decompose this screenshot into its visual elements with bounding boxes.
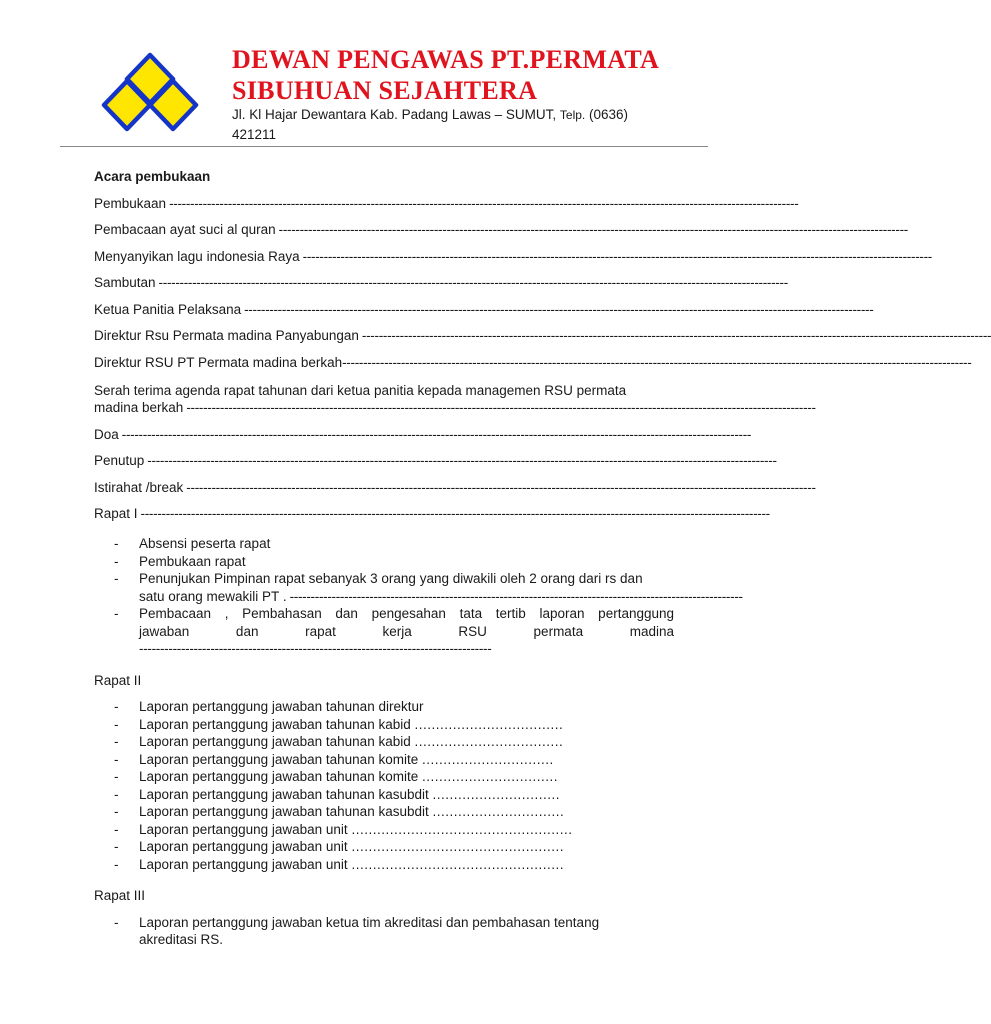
opening-heading: Acara pembukaan	[94, 169, 211, 184]
document-body	[94, 168, 991, 949]
company-logo	[98, 50, 210, 140]
list-item: - Laporan pertanggung jawaban tahunan kasubdit ..............................	[114, 786, 674, 804]
agenda-item-rapat-1: Rapat I ------------------------------------------------------------------------------------------------------------------------------------------------------	[94, 506, 770, 522]
rapat-3-heading: Rapat III	[94, 888, 146, 904]
agenda-item: Direktur Rsu Permata madina Panyabungan ------------------------------------------------------------------------------------------------------------------------------------------------------	[94, 328, 991, 344]
agenda-item: Pembacaan ayat suci al quran ------------------------------------------------------------------------------------------------------------------------------------------------------	[94, 222, 908, 238]
list-item: - Laporan pertanggung jawaban tahunan komite ...............................	[114, 751, 674, 769]
list-item: - Pembukaan rapat	[114, 553, 674, 571]
agenda-item: Doa ------------------------------------------------------------------------------------------------------------------------------------------------------	[94, 426, 752, 442]
list-item: - Penunjukan Pimpinan rapat sebanyak 3 orang yang diwakili oleh 2 orang dari rs dan satu orang mewakili PT . ------------------------------------------------------------------------------------------------------------	[114, 570, 674, 605]
agenda-item: Istirahat /break ------------------------------------------------------------------------------------------------------------------------------------------------------	[94, 479, 816, 495]
organization-title-line1: DEWAN PENGAWAS PT.PERMATA	[232, 45, 660, 74]
organization-title	[232, 44, 752, 106]
list-item: - Laporan pertanggung jawaban ketua tim akreditasi dan pembahasan tentang akreditasi RS.	[114, 914, 674, 949]
rapat-1-list	[94, 535, 743, 658]
agenda-item: Menyanyikan lagu indonesia Raya ------------------------------------------------------------------------------------------------------------------------------------------------------	[94, 248, 932, 264]
list-item: - Laporan pertanggung jawaban tahunan kasubdit ...............................	[114, 803, 674, 821]
agenda-item: Sambutan ------------------------------------------------------------------------------------------------------------------------------------------------------	[94, 275, 788, 291]
address-text: Jl. Kl Hajar Dewantara Kab. Padang Lawas – SUMUT,	[232, 107, 560, 122]
list-item: - Laporan pertanggung jawaban tahunan direktur	[114, 698, 674, 716]
list-item: - Laporan pertanggung jawaban tahunan kabid ...................................	[114, 716, 674, 734]
agenda-item: Direktur RSU PT Permata madina berkah ------------------------------------------------------------------------------------------------------------------------------------------------------	[94, 355, 972, 371]
list-item: - Pembacaan , Pembahasan dan pengesahan tata tertib laporan pertanggung jawaban dan rapat kerja RSU permata madina ------------------------------------------------------------------------------------	[114, 605, 674, 658]
telp-number: (0636) 421211	[232, 107, 629, 142]
agenda-item-serah-terima: Serah terima agenda rapat tahunan dari ketua panitia kepada managemen RSU permata madina berkah ------------------------------------------------------------------------------------------------------------------------------------------------------	[94, 382, 816, 416]
list-item: - Laporan pertanggung jawaban unit ....................................................	[114, 821, 674, 839]
agenda-item: Pembukaan ------------------------------------------------------------------------------------------------------------------------------------------------------	[94, 195, 799, 211]
organization-title-line2: SIBUHUAN SEJAHTERA	[232, 76, 538, 105]
organization-address	[232, 105, 672, 144]
rapat-3-list	[94, 914, 674, 949]
list-item: - Laporan pertanggung jawaban unit ..................................................	[114, 856, 674, 874]
agenda-item: Penutup ------------------------------------------------------------------------------------------------------------------------------------------------------	[94, 453, 777, 469]
list-item: - Laporan pertanggung jawaban unit ..................................................	[114, 838, 674, 856]
list-item: - Laporan pertanggung jawaban tahunan kabid ...................................	[114, 733, 674, 751]
agenda-item: Ketua Panitia Pelaksana ------------------------------------------------------------------------------------------------------------------------------------------------------	[94, 301, 874, 317]
list-item: - Absensi peserta rapat	[114, 535, 674, 553]
telp-label: Telp.	[559, 108, 586, 122]
header-divider	[60, 146, 708, 147]
list-item: - Laporan pertanggung jawaban tahunan komite ................................	[114, 768, 674, 786]
rapat-2-list	[94, 698, 674, 873]
rapat-2-heading: Rapat II	[94, 672, 142, 688]
